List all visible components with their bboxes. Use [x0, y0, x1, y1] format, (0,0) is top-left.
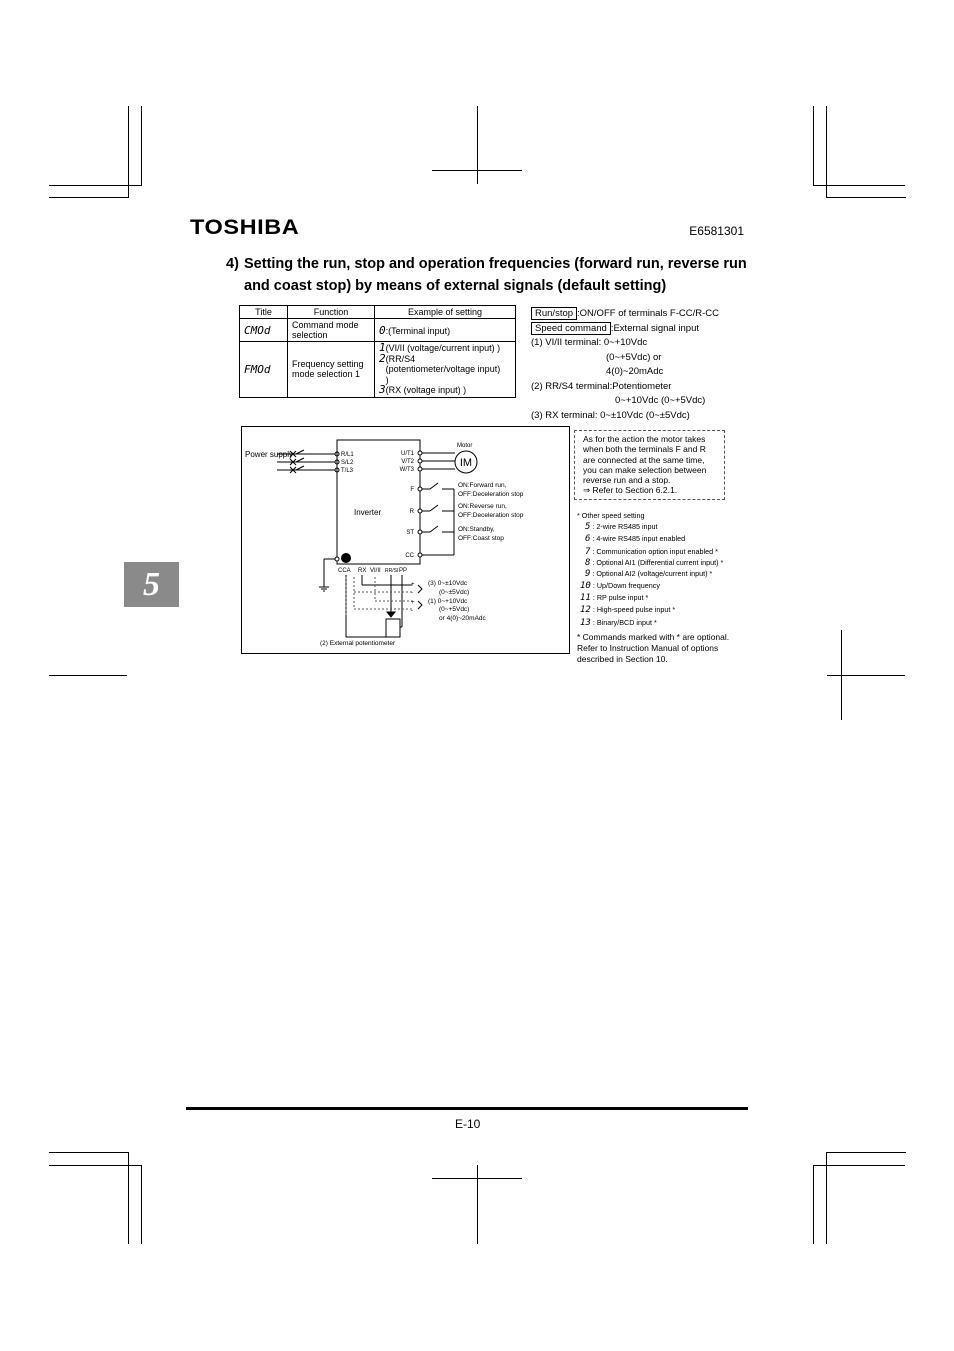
list-item: 11 : RP pulse input * — [580, 593, 649, 604]
svg-text:VI/II: VI/II — [370, 568, 381, 574]
document-number: E6581301 — [689, 224, 744, 238]
ground-symbol — [341, 553, 351, 563]
parameter-code: CMOd — [244, 323, 271, 337]
toshiba-logo: TOSHIBA — [190, 216, 300, 239]
inverter-label: Inverter — [354, 508, 382, 517]
svg-text:R: R — [409, 509, 414, 515]
svg-text:or 4(0)~20mAdc: or 4(0)~20mAdc — [439, 615, 486, 622]
table-row — [240, 319, 516, 342]
svg-text:U/T1: U/T1 — [400, 451, 414, 457]
svg-text:ON:Standby,: ON:Standby, — [458, 526, 495, 533]
signal-line: 4(0)~20mAdc — [606, 366, 664, 377]
control-terminal-labels — [405, 487, 414, 559]
svg-text:RX: RX — [358, 568, 367, 574]
wiring-diagram — [241, 426, 570, 654]
svg-text:ST: ST — [406, 530, 414, 536]
runstop-text: :ON/OFF of terminals F-CC/R-CC — [577, 308, 720, 319]
switch-wiring — [420, 483, 454, 555]
svg-text:-: - — [411, 590, 413, 596]
input-terminal-labels — [341, 452, 354, 474]
svg-text:V/T2: V/T2 — [401, 459, 414, 465]
list-item: 6 : 4-wire RS485 input enabled — [585, 534, 686, 545]
svg-text:PP: PP — [399, 568, 408, 574]
signal-line: 0~+10Vdc (0~+5Vdc) — [615, 395, 706, 406]
svg-text:-: - — [411, 608, 413, 614]
motor-label: Motor — [457, 443, 473, 449]
runstop-label: Run/stop — [531, 307, 577, 320]
function-cell: Frequency setting mode selection 1 — [288, 342, 375, 398]
signal-line: (0~+5Vdc) or — [606, 351, 662, 363]
setting-code: 3 — [379, 383, 386, 396]
svg-text:W/T3: W/T3 — [399, 467, 414, 473]
svg-text:R/L1: R/L1 — [341, 452, 354, 458]
svg-text:ON:Reverse run,: ON:Reverse run, — [458, 503, 507, 510]
svg-text:ON:Forward run,: ON:Forward run, — [458, 482, 507, 489]
section-number: 4) — [226, 256, 239, 272]
signal-line: (2) RR/S4 terminal:Potentiometer — [531, 380, 672, 392]
setting-text: (RR/S4 (potentiometer/voltage input) ) — [385, 353, 501, 385]
list-item: 7 : Communication option input enabled * — [585, 546, 718, 557]
svg-text:T/L3: T/L3 — [341, 468, 354, 474]
chapter-tab: 5 — [124, 562, 179, 607]
setting-text: :(Terminal input) — [385, 325, 451, 336]
col-header-function: Function — [288, 306, 375, 319]
svg-text:CC: CC — [405, 553, 414, 559]
svg-text:(0~±5Vdc): (0~±5Vdc) — [439, 589, 470, 596]
ground-wiring — [319, 559, 337, 591]
setting-text: (VI/II (voltage/current input) ) — [385, 343, 501, 353]
list-item: 8 : Optional AI1 (Differential current input) * — [585, 557, 724, 568]
svg-text:+: + — [411, 600, 415, 606]
setting-code: 2 — [379, 351, 386, 365]
bottom-terminal-labels — [338, 568, 407, 574]
motor-lines — [420, 453, 455, 469]
note-box — [574, 430, 725, 500]
svg-text:OFF:Deceleration stop: OFF:Deceleration stop — [458, 512, 524, 519]
potentiometer-label: (2) External potentiometer — [320, 640, 396, 647]
svg-text:(1) 0~+10Vdc: (1) 0~+10Vdc — [428, 598, 468, 605]
analog-signs — [411, 582, 415, 614]
list-item: 9 : Optional AI2 (voltage/current input) * — [585, 568, 713, 579]
signal-source-icon — [418, 585, 422, 609]
page-number: E-10 — [455, 1117, 481, 1131]
list-item: 5 : 2-wire RS485 input — [585, 522, 658, 533]
col-header-title: Title — [240, 306, 288, 319]
optional-commands-note: * Commands marked with * are optional. Refer to Instruction Manual of options described in Section 10. — [577, 632, 730, 664]
svg-text:OFF:Coast stop: OFF:Coast stop — [458, 535, 504, 542]
svg-text:CCA: CCA — [338, 568, 351, 574]
output-terminal-labels — [400, 451, 415, 473]
speed-command-label: Speed command — [531, 322, 611, 335]
list-item: 10 : Up/Down frequency — [580, 581, 660, 592]
setting-text: (RX (voltage input) ) — [385, 385, 467, 395]
footer-rule — [186, 1107, 748, 1110]
svg-text:(3) 0~±10Vdc: (3) 0~±10Vdc — [428, 580, 468, 587]
switch-labels — [458, 482, 524, 542]
table-row — [240, 342, 516, 398]
svg-text:F: F — [410, 487, 414, 493]
list-item: 13 : Binary/BCD input * — [580, 617, 657, 628]
signal-line: (1) VI/II terminal: 0~+10Vdc — [531, 337, 648, 348]
section-title: Setting the run, stop and operation frequencies (forward run, reverse run and coast stop) by means of external signals (default setting) — [244, 256, 747, 294]
svg-text:+: + — [411, 582, 415, 588]
setting-code: 0 — [379, 323, 386, 337]
col-header-example: Example of setting — [375, 306, 516, 319]
analog-labels — [428, 580, 487, 622]
function-cell: Command mode selection — [288, 319, 375, 342]
note-reference: ⇒ Refer to Section 6.2.1. — [583, 485, 678, 496]
setting-code: 1 — [379, 341, 386, 354]
signal-line: (3) RX terminal: 0~±10Vdc (0~±5Vdc) — [531, 409, 690, 421]
svg-text:(0~+5Vdc): (0~+5Vdc) — [439, 606, 470, 613]
parameter-code: FMOd — [244, 362, 271, 376]
other-speed-list — [577, 510, 737, 629]
settings-table — [239, 305, 516, 398]
list-item: 12 : High-speed pulse input * — [580, 605, 676, 616]
section-heading — [226, 253, 751, 297]
motor-im: IM — [459, 457, 473, 469]
power-supply-label: Power supply — [245, 450, 294, 459]
other-speed-heading: * Other speed setting — [577, 511, 645, 520]
signal-info — [531, 307, 719, 423]
note-text: As for the action the motor takes when both the terminals F and R are connected at the same time, you can make selection between reverse run and a stop. — [583, 434, 707, 486]
speed-command-text: :External signal input — [610, 322, 700, 334]
svg-text:OFF:Deceleration stop: OFF:Deceleration stop — [458, 491, 524, 498]
svg-text:RR/SI: RR/SI — [385, 568, 399, 574]
analog-wiring — [346, 575, 412, 637]
svg-text:S/L2: S/L2 — [341, 460, 354, 466]
